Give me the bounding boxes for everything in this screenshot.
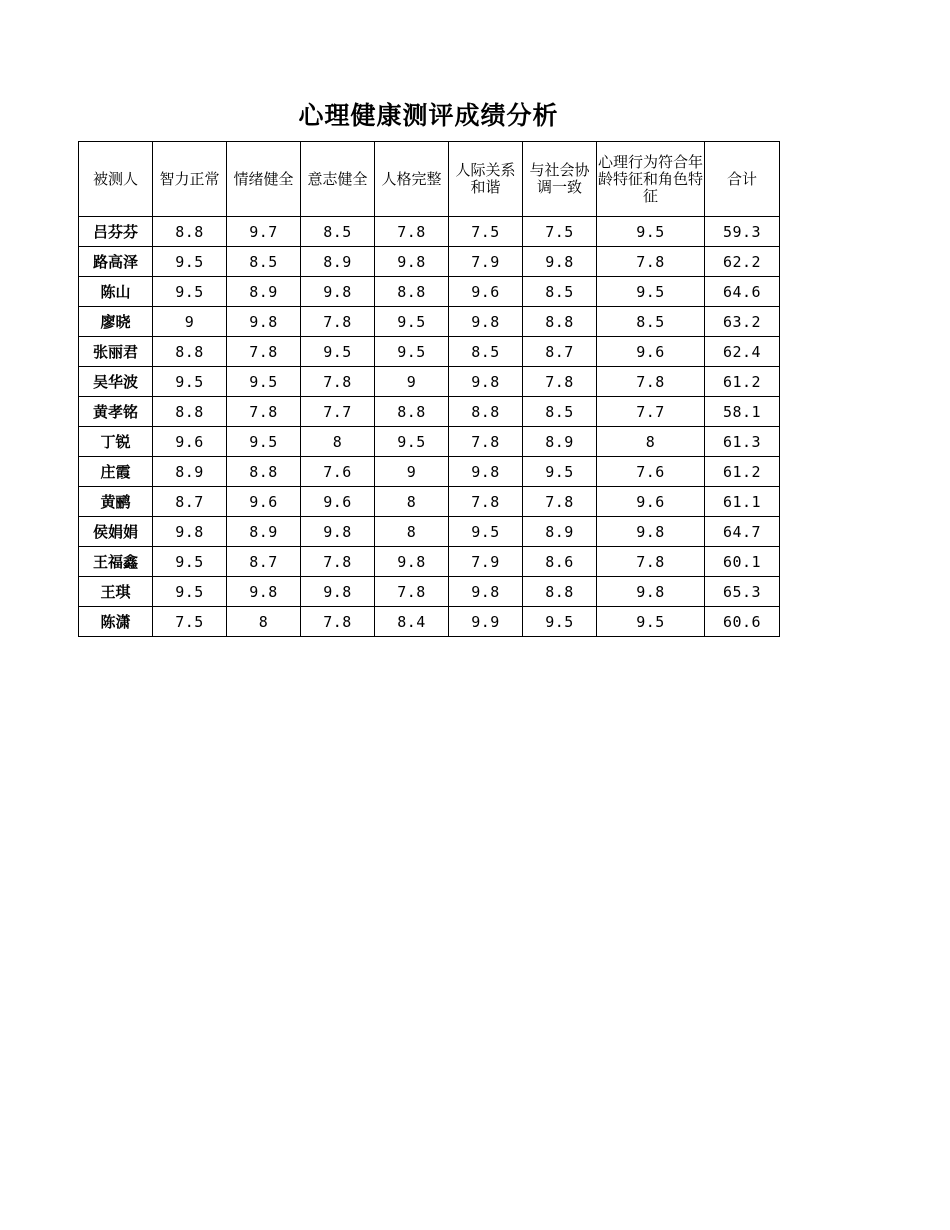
- cell-total: 60.1: [705, 547, 780, 577]
- table-header: [79, 142, 780, 217]
- cell-name: 丁锐: [79, 427, 153, 457]
- cell-personality: 8: [375, 517, 449, 547]
- table-row: [79, 487, 780, 517]
- cell-relationships: 9.9: [449, 607, 523, 637]
- cell-behavior: 7.8: [597, 247, 705, 277]
- cell-intelligence: 8.8: [153, 337, 227, 367]
- cell-name: 黄鹂: [79, 487, 153, 517]
- cell-social: 8.6: [523, 547, 597, 577]
- cell-social: 9.8: [523, 247, 597, 277]
- cell-will: 7.6: [301, 457, 375, 487]
- cell-personality: 8.4: [375, 607, 449, 637]
- cell-emotion: 8.7: [227, 547, 301, 577]
- cell-relationships: 7.9: [449, 247, 523, 277]
- cell-emotion: 9.5: [227, 367, 301, 397]
- cell-social: 9.5: [523, 457, 597, 487]
- header-cell-social: 与社会协调一致: [523, 142, 597, 217]
- cell-relationships: 9.8: [449, 367, 523, 397]
- cell-relationships: 9.6: [449, 277, 523, 307]
- cell-will: 9.8: [301, 277, 375, 307]
- cell-personality: 8.8: [375, 397, 449, 427]
- cell-behavior: 7.6: [597, 457, 705, 487]
- cell-behavior: 7.7: [597, 397, 705, 427]
- cell-intelligence: 8.8: [153, 217, 227, 247]
- cell-total: 58.1: [705, 397, 780, 427]
- table-body: [79, 217, 780, 637]
- cell-emotion: 9.8: [227, 577, 301, 607]
- cell-name: 陈山: [79, 277, 153, 307]
- cell-total: 60.6: [705, 607, 780, 637]
- cell-emotion: 8.9: [227, 517, 301, 547]
- cell-name: 吕芬芬: [79, 217, 153, 247]
- cell-intelligence: 8.7: [153, 487, 227, 517]
- cell-personality: 9.5: [375, 337, 449, 367]
- cell-emotion: 7.8: [227, 397, 301, 427]
- cell-social: 7.8: [523, 367, 597, 397]
- cell-social: 8.7: [523, 337, 597, 367]
- cell-total: 61.3: [705, 427, 780, 457]
- cell-behavior: 8: [597, 427, 705, 457]
- cell-total: 61.2: [705, 367, 780, 397]
- cell-name: 王福鑫: [79, 547, 153, 577]
- table-row: [79, 247, 780, 277]
- cell-total: 59.3: [705, 217, 780, 247]
- cell-intelligence: 8.8: [153, 397, 227, 427]
- cell-will: 9.8: [301, 577, 375, 607]
- cell-social: 8.8: [523, 577, 597, 607]
- cell-emotion: 8.8: [227, 457, 301, 487]
- cell-social: 8.5: [523, 397, 597, 427]
- cell-personality: 7.8: [375, 577, 449, 607]
- table-row: [79, 397, 780, 427]
- header-cell-total: 合计: [705, 142, 780, 217]
- cell-relationships: 9.8: [449, 577, 523, 607]
- cell-personality: 9.5: [375, 307, 449, 337]
- cell-behavior: 8.5: [597, 307, 705, 337]
- cell-relationships: 9.5: [449, 517, 523, 547]
- cell-total: 61.2: [705, 457, 780, 487]
- cell-relationships: 8.8: [449, 397, 523, 427]
- header-row: [79, 142, 780, 217]
- cell-will: 7.8: [301, 607, 375, 637]
- cell-behavior: 9.5: [597, 217, 705, 247]
- cell-social: 7.8: [523, 487, 597, 517]
- cell-will: 7.8: [301, 367, 375, 397]
- table-row: [79, 337, 780, 367]
- cell-social: 9.5: [523, 607, 597, 637]
- cell-name: 侯娟娟: [79, 517, 153, 547]
- cell-personality: 9: [375, 367, 449, 397]
- header-cell-will: 意志健全: [301, 142, 375, 217]
- cell-social: 8.9: [523, 517, 597, 547]
- table-row: [79, 547, 780, 577]
- cell-total: 62.4: [705, 337, 780, 367]
- cell-will: 9.6: [301, 487, 375, 517]
- cell-behavior: 9.6: [597, 337, 705, 367]
- cell-intelligence: 9.8: [153, 517, 227, 547]
- cell-name: 吴华波: [79, 367, 153, 397]
- cell-personality: 8.8: [375, 277, 449, 307]
- cell-personality: 7.8: [375, 217, 449, 247]
- cell-intelligence: 9.6: [153, 427, 227, 457]
- cell-intelligence: 9: [153, 307, 227, 337]
- cell-name: 王琪: [79, 577, 153, 607]
- cell-social: 8.9: [523, 427, 597, 457]
- cell-emotion: 8.5: [227, 247, 301, 277]
- table-row: [79, 367, 780, 397]
- header-cell-subject: 被测人: [79, 142, 153, 217]
- cell-behavior: 7.8: [597, 547, 705, 577]
- cell-personality: 9.8: [375, 547, 449, 577]
- cell-intelligence: 7.5: [153, 607, 227, 637]
- cell-personality: 9.5: [375, 427, 449, 457]
- score-table: [78, 141, 780, 637]
- cell-total: 65.3: [705, 577, 780, 607]
- cell-behavior: 9.8: [597, 577, 705, 607]
- cell-intelligence: 9.5: [153, 247, 227, 277]
- cell-emotion: 8: [227, 607, 301, 637]
- cell-intelligence: 9.5: [153, 277, 227, 307]
- cell-emotion: 9.5: [227, 427, 301, 457]
- cell-will: 8: [301, 427, 375, 457]
- cell-intelligence: 9.5: [153, 367, 227, 397]
- table-row: [79, 427, 780, 457]
- header-cell-intelligence: 智力正常: [153, 142, 227, 217]
- table-row: [79, 277, 780, 307]
- cell-relationships: 7.8: [449, 427, 523, 457]
- cell-emotion: 7.8: [227, 337, 301, 367]
- cell-social: 8.5: [523, 277, 597, 307]
- cell-name: 廖晓: [79, 307, 153, 337]
- cell-behavior: 7.8: [597, 367, 705, 397]
- cell-relationships: 9.8: [449, 307, 523, 337]
- cell-name: 黄孝铭: [79, 397, 153, 427]
- table-row: [79, 607, 780, 637]
- cell-behavior: 9.5: [597, 607, 705, 637]
- cell-relationships: 8.5: [449, 337, 523, 367]
- cell-total: 63.2: [705, 307, 780, 337]
- header-cell-behavior: 心理行为符合年龄特征和角色特征: [597, 142, 705, 217]
- cell-will: 7.8: [301, 307, 375, 337]
- cell-will: 7.7: [301, 397, 375, 427]
- cell-emotion: 9.7: [227, 217, 301, 247]
- cell-social: 7.5: [523, 217, 597, 247]
- cell-social: 8.8: [523, 307, 597, 337]
- cell-will: 8.5: [301, 217, 375, 247]
- table-row: [79, 217, 780, 247]
- cell-emotion: 9.8: [227, 307, 301, 337]
- header-cell-personality: 人格完整: [375, 142, 449, 217]
- cell-name: 陈潇: [79, 607, 153, 637]
- cell-name: 张丽君: [79, 337, 153, 367]
- cell-relationships: 9.8: [449, 457, 523, 487]
- cell-total: 61.1: [705, 487, 780, 517]
- header-cell-relationships: 人际关系和谐: [449, 142, 523, 217]
- table-row: [79, 457, 780, 487]
- cell-intelligence: 9.5: [153, 547, 227, 577]
- cell-emotion: 9.6: [227, 487, 301, 517]
- cell-personality: 9: [375, 457, 449, 487]
- cell-relationships: 7.9: [449, 547, 523, 577]
- cell-personality: 9.8: [375, 247, 449, 277]
- cell-relationships: 7.5: [449, 217, 523, 247]
- cell-personality: 8: [375, 487, 449, 517]
- table-row: [79, 307, 780, 337]
- cell-behavior: 9.6: [597, 487, 705, 517]
- cell-intelligence: 8.9: [153, 457, 227, 487]
- cell-total: 64.6: [705, 277, 780, 307]
- cell-will: 8.9: [301, 247, 375, 277]
- cell-total: 62.2: [705, 247, 780, 277]
- cell-will: 9.8: [301, 517, 375, 547]
- cell-relationships: 7.8: [449, 487, 523, 517]
- cell-name: 庄霞: [79, 457, 153, 487]
- cell-will: 9.5: [301, 337, 375, 367]
- cell-name: 路高泽: [79, 247, 153, 277]
- header-cell-emotion: 情绪健全: [227, 142, 301, 217]
- table-row: [79, 577, 780, 607]
- cell-emotion: 8.9: [227, 277, 301, 307]
- cell-intelligence: 9.5: [153, 577, 227, 607]
- cell-total: 64.7: [705, 517, 780, 547]
- cell-behavior: 9.8: [597, 517, 705, 547]
- cell-will: 7.8: [301, 547, 375, 577]
- cell-behavior: 9.5: [597, 277, 705, 307]
- page-title: 心理健康测评成绩分析: [298, 101, 559, 130]
- table-row: [79, 517, 780, 547]
